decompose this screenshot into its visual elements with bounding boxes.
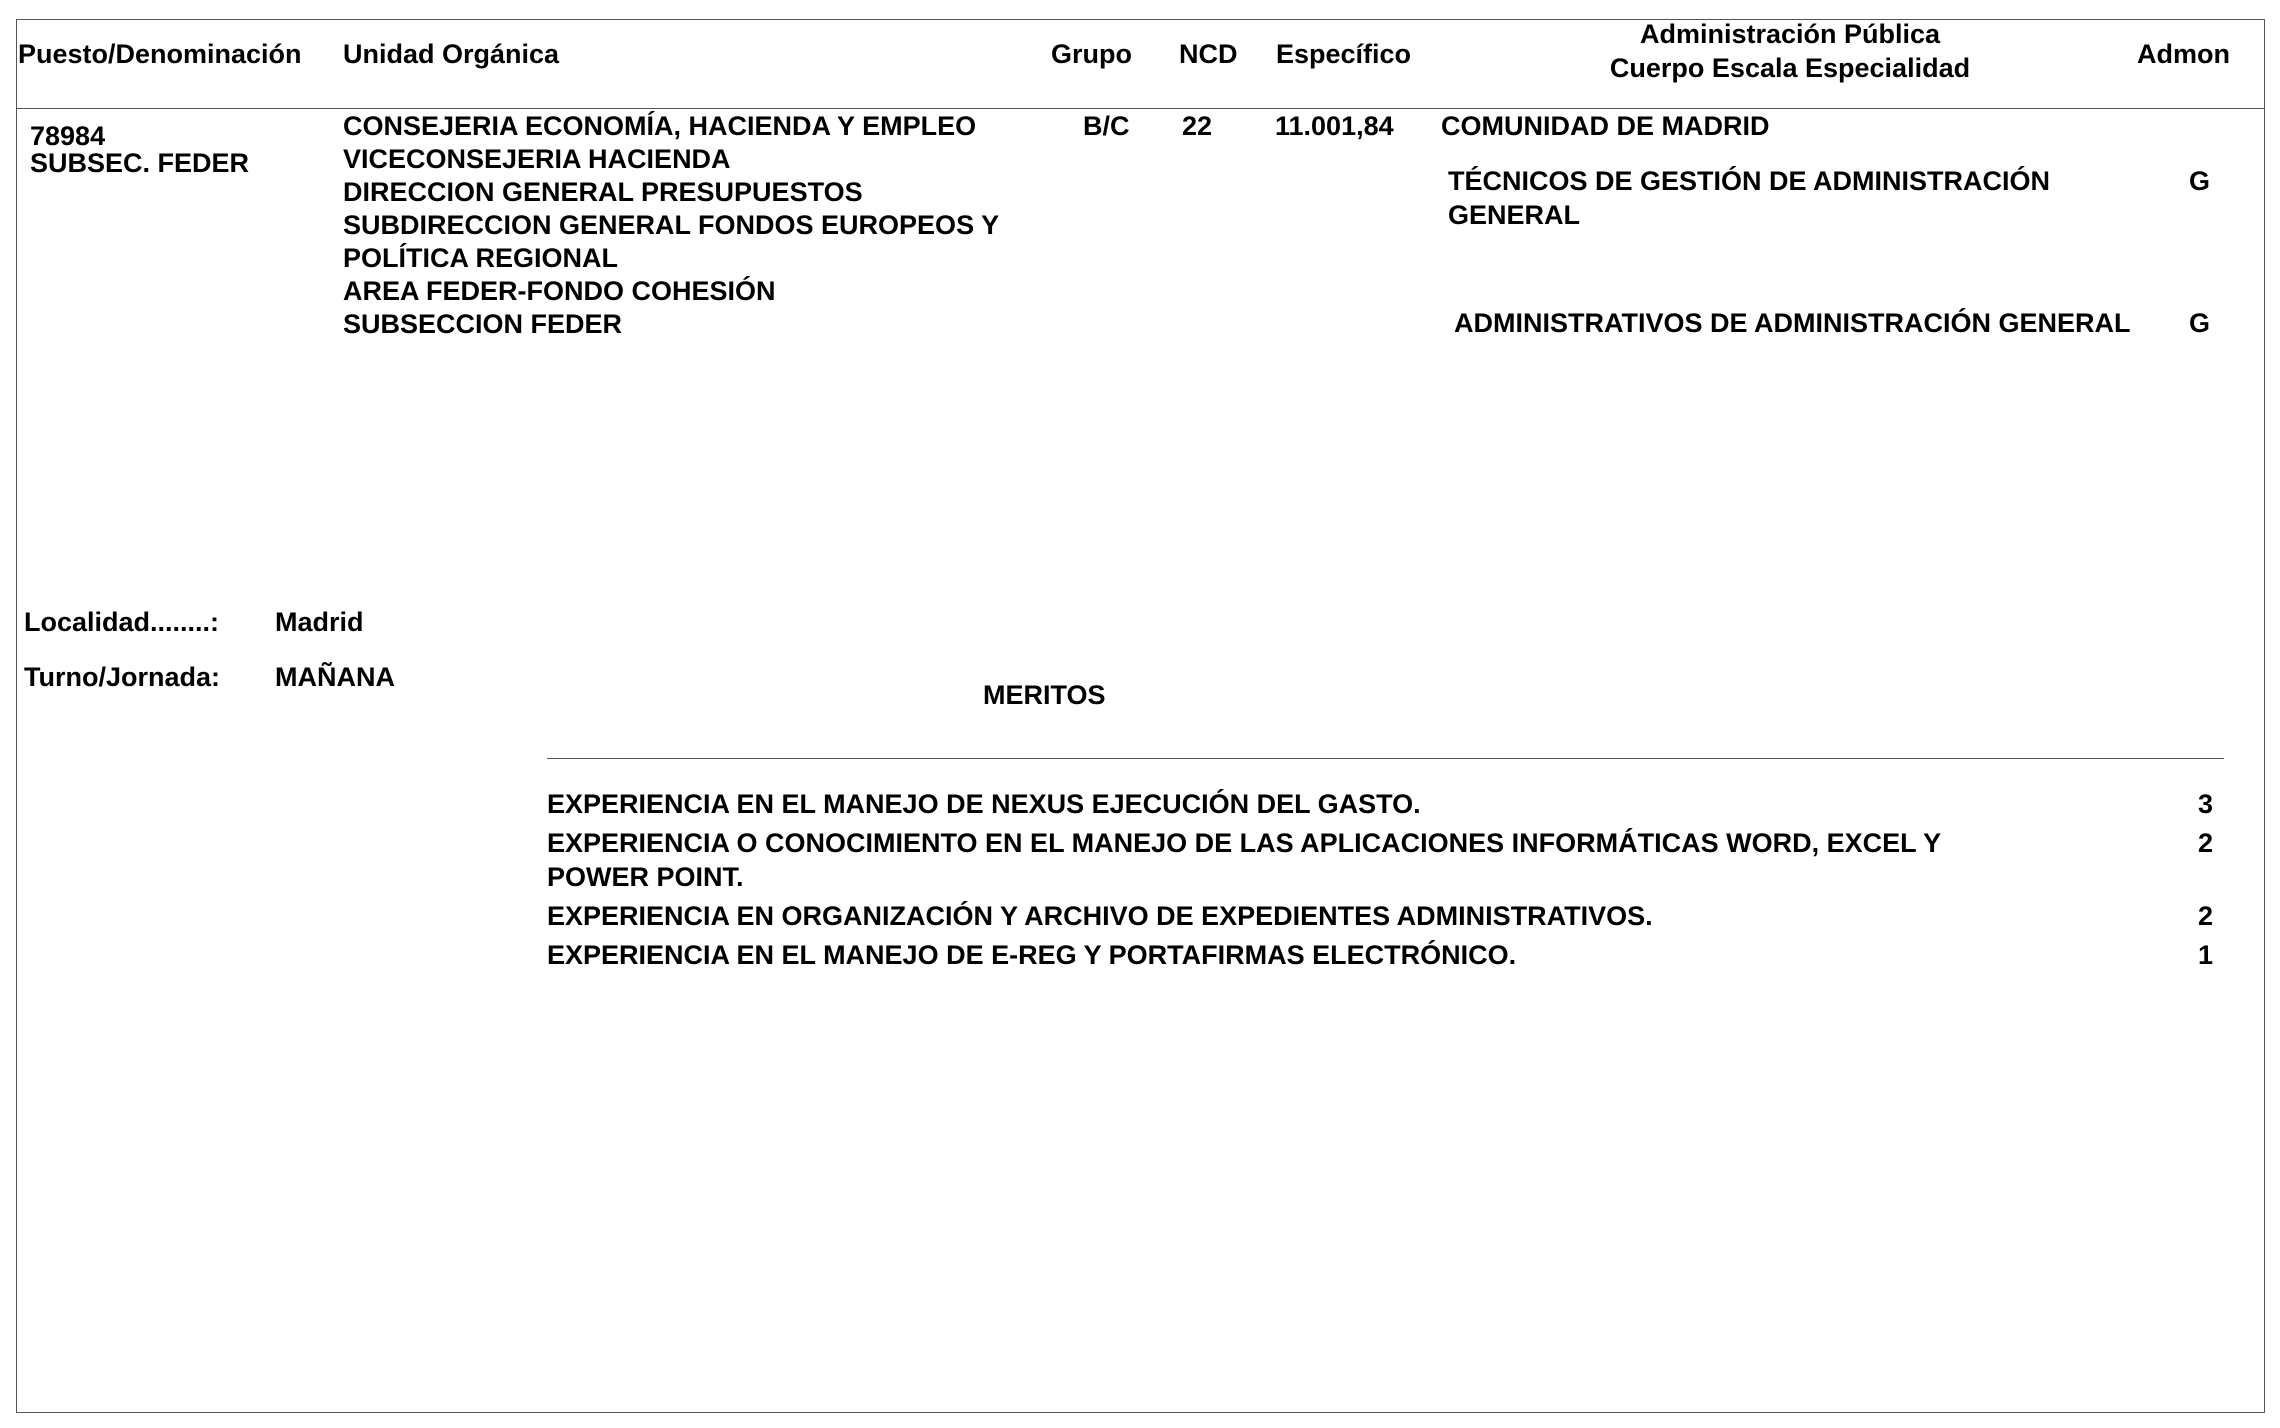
turno-label: Turno/Jornada: (24, 662, 221, 692)
header-ncd: NCD (1179, 39, 1238, 69)
merito-points: 3 (2198, 789, 2214, 819)
header-admon: Admon (2137, 39, 2230, 69)
header-grupo: Grupo (1051, 39, 1132, 69)
unidad-line: DIRECCION GENERAL PRESUPUESTOS (343, 177, 863, 207)
cuerpo-line: ADMINISTRATIVOS DE ADMINISTRACIÓN GENERAL (1454, 308, 2131, 338)
merito-points: 1 (2198, 940, 2214, 970)
cuerpo-admon: G (2189, 166, 2211, 196)
turno-value: MAÑANA (275, 662, 395, 692)
meritos-title: MERITOS (983, 680, 1106, 710)
unidad-line: SUBSECCION FEDER (343, 309, 623, 339)
merito-text: EXPERIENCIA EN ORGANIZACIÓN Y ARCHIVO DE EXPEDIENTES ADMINISTRATIVOS. (547, 901, 1653, 931)
administracion-value: COMUNIDAD DE MADRID (1441, 111, 1770, 141)
merito-points: 2 (2198, 901, 2214, 931)
merito-points: 2 (2198, 828, 2214, 858)
header-puesto: Puesto/Denominación (18, 39, 302, 69)
puesto-denominacion: SUBSEC. FEDER (30, 148, 250, 178)
unidad-line: VICECONSEJERIA HACIENDA (343, 144, 731, 174)
header-divider (16, 108, 2265, 109)
localidad-value: Madrid (275, 607, 364, 637)
header-unidad: Unidad Orgánica (343, 39, 560, 69)
puesto-codigo: 78984 (30, 121, 106, 151)
unidad-line: CONSEJERIA ECONOMÍA, HACIENDA Y EMPLEO (343, 111, 977, 141)
ncd-value: 22 (1182, 111, 1213, 141)
merito-text-cont: POWER POINT. (547, 862, 744, 892)
cuerpo-line: TÉCNICOS DE GESTIÓN DE ADMINISTRACIÓN (1448, 166, 2051, 196)
header-admin-publica: Administración Pública (1639, 19, 1941, 49)
merito-text: EXPERIENCIA EN EL MANEJO DE E-REG Y PORTAFIRMAS ELECTRÓNICO. (547, 940, 1517, 970)
cuerpo-admon: G (2189, 308, 2211, 338)
merito-text: EXPERIENCIA O CONOCIMIENTO EN EL MANEJO DE LAS APLICACIONES INFORMÁTICAS WORD, EXCEL Y (547, 828, 1942, 858)
localidad-label: Localidad........: (24, 607, 220, 637)
unidad-line: SUBDIRECCION GENERAL FONDOS EUROPEOS Y (343, 210, 1000, 240)
unidad-line: POLÍTICA REGIONAL (343, 243, 618, 273)
header-cuerpo-escala: Cuerpo Escala Especialidad (1609, 53, 1971, 83)
merito-text: EXPERIENCIA EN EL MANEJO DE NEXUS EJECUCIÓN DEL GASTO. (547, 789, 1421, 819)
especifico-value: 11.001,84 (1275, 111, 1394, 141)
meritos-divider (547, 758, 2224, 759)
header-especifico: Específico (1276, 39, 1412, 69)
cuerpo-line: GENERAL (1448, 200, 1581, 230)
grupo-value: B/C (1083, 111, 1130, 141)
unidad-line: AREA FEDER-FONDO COHESIÓN (343, 276, 776, 306)
